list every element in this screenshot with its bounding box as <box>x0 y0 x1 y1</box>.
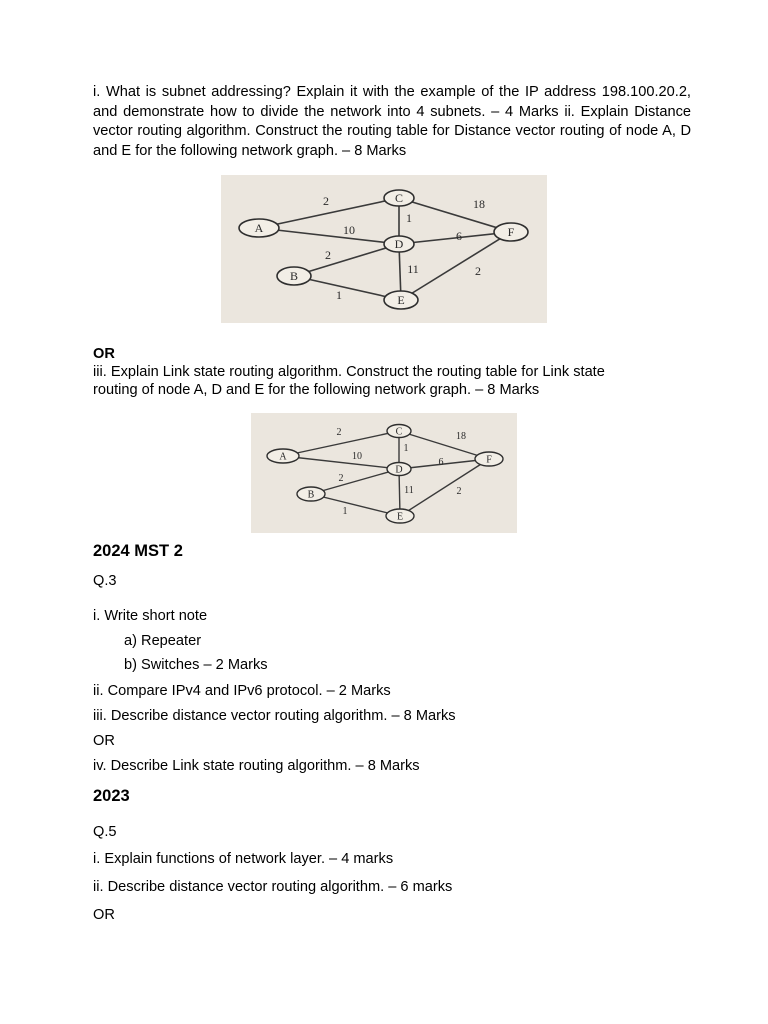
mst2-or: OR <box>93 733 115 749</box>
edge-ac-weight: 2 <box>323 194 329 208</box>
y2023-or: OR <box>93 907 115 923</box>
edge-cd-weight-2: 1 <box>403 443 409 454</box>
network-graph-svg-2 <box>251 413 517 533</box>
node-d-label: D <box>394 237 404 251</box>
edge-ad-weight: 10 <box>343 223 355 237</box>
network-graph-figure-1 <box>221 175 547 323</box>
y2023-item-i: i. Explain functions of network layer. – 4 marks <box>93 851 394 867</box>
network-graph-figure-2 <box>251 413 517 533</box>
mst2-item-b: b) Switches – 2 Marks <box>124 657 268 673</box>
mst2-item-iii: iii. Describe distance vector routing algorithm. – 8 Marks <box>93 708 456 724</box>
node-f-label-2: F <box>486 454 492 466</box>
edge-df-weight: 6 <box>456 229 462 243</box>
node-d-label-2: D <box>395 464 403 476</box>
edge-cf-weight-2: 18 <box>456 431 466 442</box>
mst2-item-i: i. Write short note <box>93 608 208 624</box>
question-link-state-line-1: iii. Explain Link state routing algorithm. Construct the routing table for Link state <box>93 364 605 380</box>
question-link-state-line-2: routing of node A, D and E for the following network graph. – 8 Marks <box>93 382 540 398</box>
edge-bd-weight-2: 2 <box>338 473 344 484</box>
or-separator-bold: OR <box>93 346 115 362</box>
node-e-label: E <box>397 293 405 307</box>
node-f-label: F <box>507 225 515 239</box>
edge-be-weight-2: 1 <box>342 506 348 517</box>
edge-be-weight: 1 <box>336 288 342 302</box>
y2023-item-ii: ii. Describe distance vector routing algorithm. – 6 marks <box>93 879 453 895</box>
node-a-label: A <box>254 221 264 235</box>
edge-ef-weight-2: 2 <box>456 486 462 497</box>
question-subnet-and-distance-vector: i. What is subnet addressing? Explain it with the example of the IP address 198.100.20.2, and demonstrate how to divide the network into 4 subnets. – 4 Marks ii. Explain Distance vector routing algorithm. Construct the routing table for Distance vector routing of node A, D and E for the following network graph. – 8 Marks <box>93 84 691 159</box>
mst2-item-ii: ii. Compare IPv4 and IPv6 protocol. – 2 Marks <box>93 683 391 699</box>
edge-df-weight-2: 6 <box>438 457 444 468</box>
node-a-label-2: A <box>279 451 287 463</box>
edge-cf-weight: 18 <box>473 197 485 211</box>
node-c-label-2: C <box>395 426 403 438</box>
network-graph-svg-1 <box>221 175 547 323</box>
mst2-item-iv: iv. Describe Link state routing algorithm. – 8 Marks <box>93 758 420 774</box>
node-e-label-2: E <box>396 511 404 523</box>
node-b-label: B <box>289 269 299 283</box>
mst2-item-a: a) Repeater <box>124 633 202 649</box>
edge-ad-weight-2: 10 <box>352 451 362 462</box>
question-number-q5: Q.5 <box>93 824 117 840</box>
edge-ac-weight-2: 2 <box>336 427 342 438</box>
edge-de-weight: 11 <box>407 262 419 276</box>
node-c-label: C <box>394 191 404 205</box>
question-number-q3: Q.3 <box>93 573 117 589</box>
edge-ef-weight: 2 <box>475 264 481 278</box>
section-heading-2023: 2023 <box>93 787 130 805</box>
node-b-label-2: B <box>307 489 315 501</box>
edge-cd-weight: 1 <box>406 211 412 225</box>
edge-bd-weight: 2 <box>325 248 331 262</box>
edge-de-weight-2: 11 <box>404 485 414 496</box>
section-heading-2024-mst-2: 2024 MST 2 <box>93 542 183 560</box>
